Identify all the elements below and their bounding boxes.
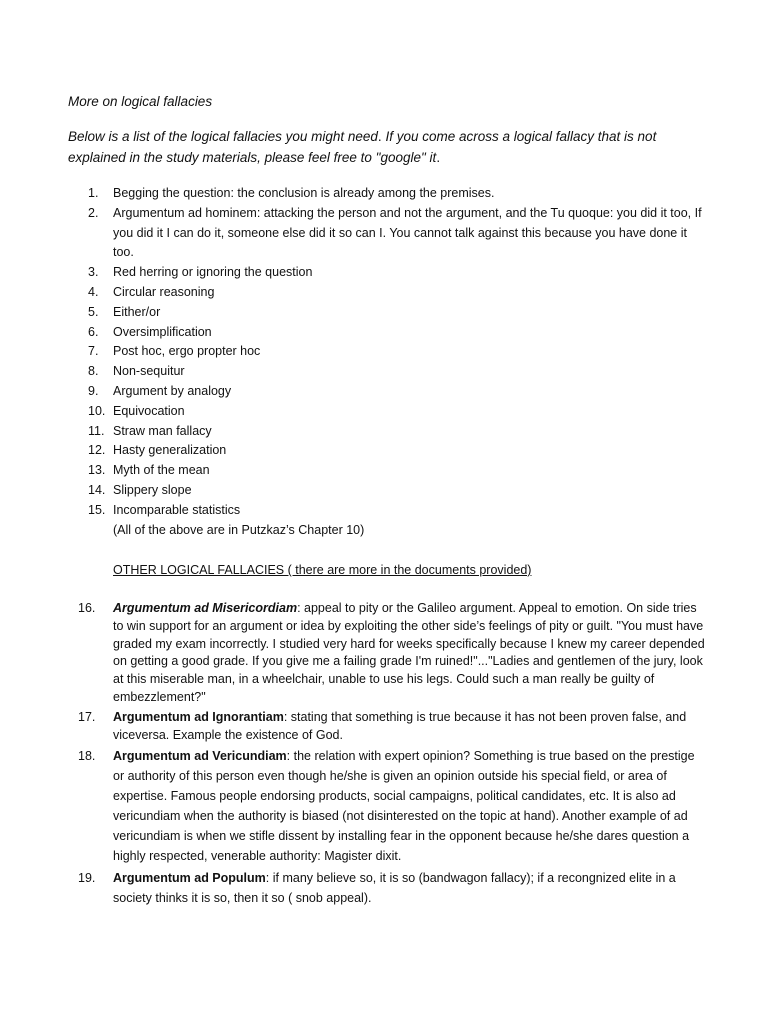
list-item (68, 868, 708, 908)
item-text: Non-sequitur (113, 364, 185, 379)
list-item (68, 709, 708, 745)
fallacy-term: Argumentum ad Misericordiam (113, 601, 298, 615)
item-number: 9. (88, 383, 99, 398)
fallacy-term: Argumentum ad Vericundiam (113, 749, 287, 764)
list-item (68, 362, 708, 382)
intro-dot: . (377, 129, 382, 144)
item-number: 15. (88, 502, 106, 517)
item-text: Incomparable statistics (113, 502, 241, 517)
intro-paragraph (68, 126, 702, 168)
item-number: 5. (88, 304, 99, 319)
list-item (68, 204, 708, 263)
list-item (68, 600, 708, 707)
list-item (68, 746, 708, 866)
item-number: 10. (88, 403, 106, 418)
item-number: 14. (88, 482, 106, 497)
section-heading-other-fallacies: OTHER LOGICAL FALLACIES ( there are more in the documents provided) (113, 563, 532, 577)
fallacy-list-chapter-10 (68, 184, 708, 521)
chapter-note: (All of the above are in Putzkaz’s Chapter 10) (113, 523, 365, 537)
item-text: : appeal to pity or the Galileo argument. Appeal to emotion. On side tries to win support for an argument or idea by exploiting the other side’s feelings of pity or guilt. "You must have graded my exam incorrectly. I studied very hard for weeks specifically because I knew my career depended on getting a good grade. If you give me a failing grade I'm ruined!"..."Ladies and gentlemen of the jury, look at this miserable man, in a wheelchair, unable to use his legs. Could such a man really be guilty of embezzlement?" (113, 601, 705, 704)
item-text: Argument by analogy (113, 383, 232, 398)
list-item (68, 184, 708, 204)
list-item (68, 402, 708, 422)
list-item (68, 323, 708, 343)
item-number: 6. (88, 324, 99, 339)
item-number: 7. (88, 344, 99, 359)
list-item (68, 263, 708, 283)
list-item (68, 481, 708, 501)
list-item (68, 501, 708, 521)
item-text: Equivocation (113, 403, 185, 418)
item-number: 11. (88, 423, 105, 438)
list-item (68, 422, 708, 442)
item-number: 13. (88, 463, 106, 478)
item-text: Myth of the mean (113, 463, 210, 478)
item-number: 17. (78, 709, 96, 724)
item-text: Oversimplification (113, 324, 212, 339)
fallacy-term: Argumentum ad Ignorantiam (113, 709, 284, 724)
list-item (68, 283, 708, 303)
item-number: 4. (88, 284, 99, 299)
item-number: 3. (88, 265, 99, 280)
item-number: 1. (88, 186, 99, 200)
item-text: Hasty generalization (113, 443, 227, 458)
intro-end: . (436, 150, 441, 165)
list-item (68, 342, 708, 362)
item-number: 12. (88, 443, 106, 458)
item-number: 16. (78, 601, 96, 615)
item-text: Either/or (113, 304, 161, 319)
list-item (68, 461, 708, 481)
list-item (68, 441, 708, 461)
intro-text-b: If you come across a logical fallacy that is not explained in the study materials, please feel free to "google" it (68, 129, 657, 165)
page-title: More on logical fallacies (68, 94, 213, 109)
item-text: Slippery slope (113, 482, 192, 497)
intro-text-a: Below is a list of the logical fallacies you might need (68, 129, 378, 144)
fallacy-list-other (68, 600, 708, 910)
item-text: Circular reasoning (113, 284, 215, 299)
list-item (68, 303, 708, 323)
item-text: Straw man fallacy (113, 423, 212, 438)
item-text: Red herring or ignoring the question (113, 265, 313, 280)
item-number: 18. (78, 749, 96, 764)
item-text: Begging the question: the conclusion is already among the premises. (113, 186, 495, 200)
fallacy-term: Argumentum ad Populum (113, 871, 266, 886)
item-number: 2. (88, 205, 99, 220)
item-text: Argumentum ad hominem: attacking the person and not the argument, and the Tu quoque: you did it too, If you did it I can do it, someone else did it so can I. You cannot talk against this because you have done it too. (113, 205, 702, 260)
item-text: : the relation with expert opinion? Something is true based on the prestige or authority of this person even though he/she is given an opinion outside his special field, or area of expertise. Famous people endorsing products, social campaigns, political candidates, etc. It is also ad vericundiam when the authority is biased (not disinterested on the topic at hand). Another example of ad vericundiam is when we stifle dissent by installing fear in the opponent because he/she dares question a highly respected, venerable authority: Magister dixit. (113, 749, 695, 864)
item-text: Post hoc, ergo propter hoc (113, 344, 261, 359)
item-number: 8. (88, 364, 99, 379)
item-number: 19. (78, 871, 96, 886)
item-text: : stating that something is true because it has not been proven false, and viceversa. Example the existence of God. (113, 709, 687, 742)
item-text: : if many believe so, it is so (bandwagon fallacy); if a recongnized elite in a society thinks it is so, then it so ( snob appeal). (113, 871, 676, 906)
list-item (68, 382, 708, 402)
